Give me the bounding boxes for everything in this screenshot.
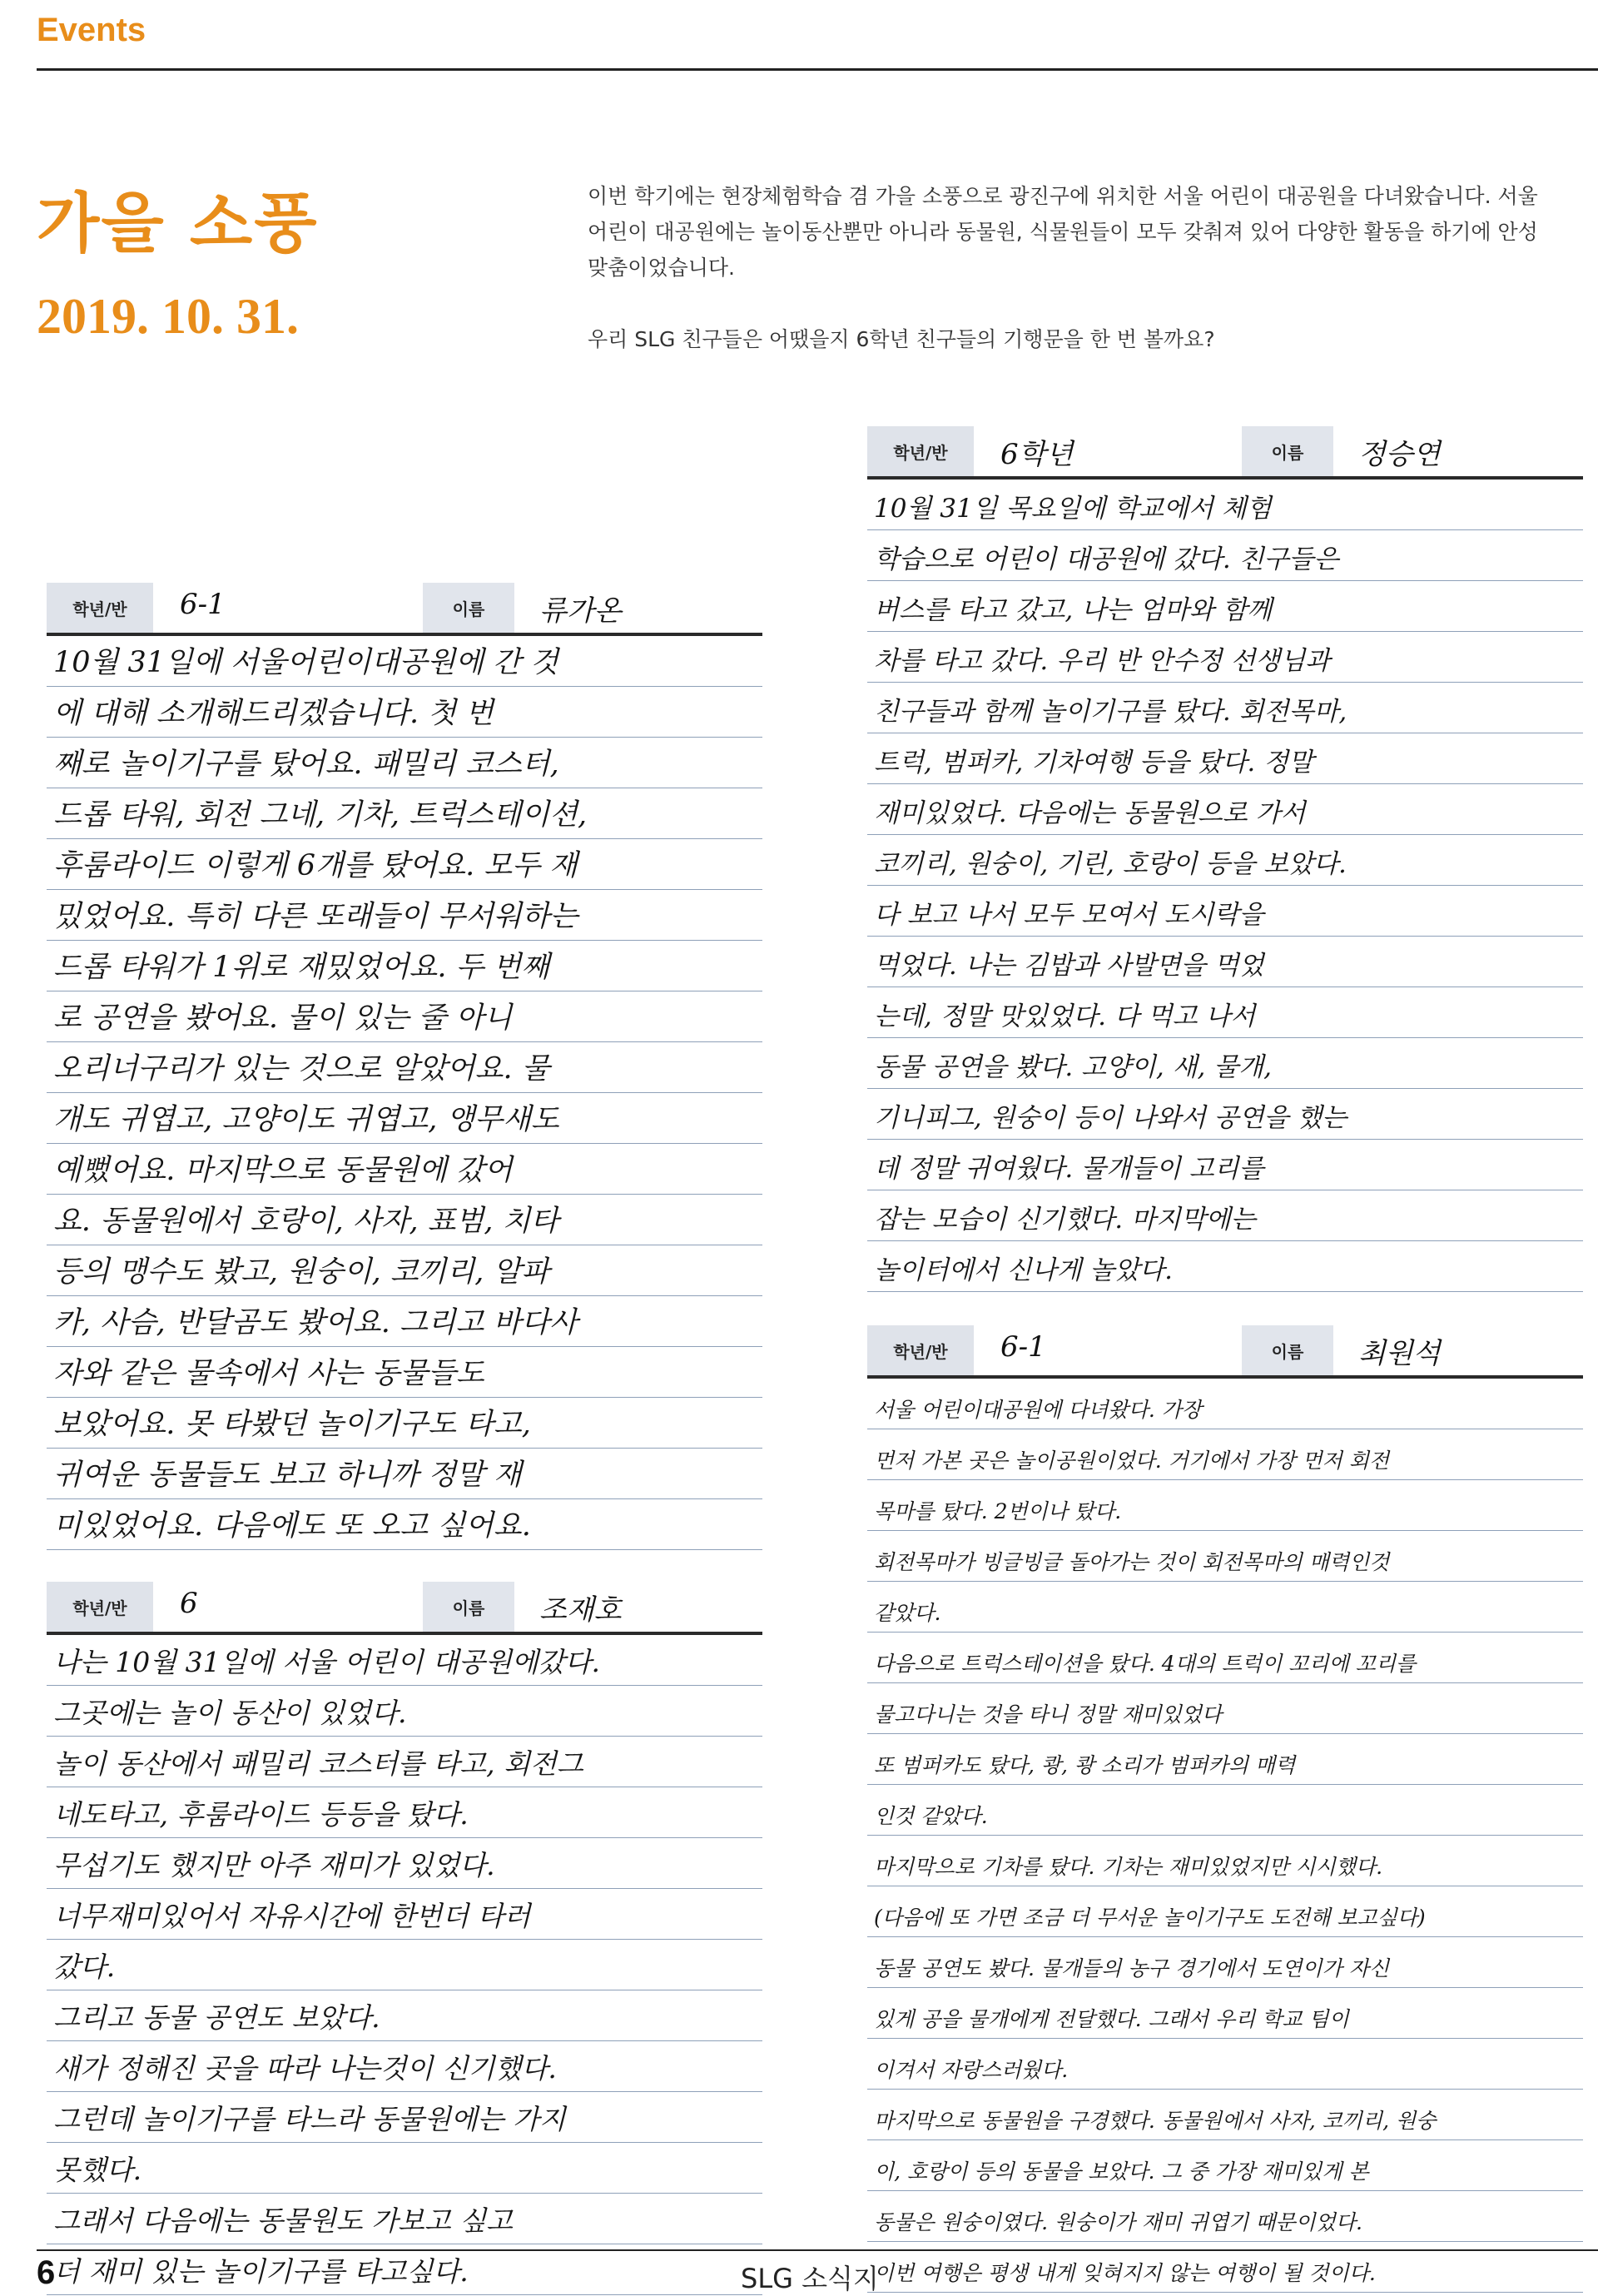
- handwritten-line: 물고다니는 것을 타니 정말 재미있었다: [867, 1683, 1583, 1734]
- handwritten-line: 못했다.: [47, 2143, 762, 2194]
- handwritten-line: 놀이 동산에서 패밀리 코스터를 타고, 회전그: [47, 1737, 762, 1787]
- handwritten-line: 다음으로 트럭스테이션을 탔다. 4대의 트럭이 꼬리에 꼬리를: [867, 1633, 1583, 1683]
- class-value: 6: [180, 1587, 198, 1620]
- essay-body: [47, 636, 762, 1543]
- handwritten-line: 새가 정해진 곳을 따라 나는것이 신기했다.: [47, 2041, 762, 2092]
- class-value: 6-1: [180, 588, 226, 621]
- handwritten-line: 등의 맹수도 봤고, 원숭이, 코끼리, 알파: [47, 1245, 762, 1296]
- handwritten-line: 이, 호랑이 등의 동물을 보았다. 그 중 가장 재미있게 본: [867, 2140, 1583, 2191]
- handwritten-line: 네도타고, 후룸라이드 등등을 탔다.: [47, 1787, 762, 1838]
- handwritten-line: 그런데 놀이기구를 타느라 동물원에는 가지: [47, 2092, 762, 2143]
- handwritten-line: 보았어요. 못 타봤던 놀이기구도 타고,: [47, 1398, 762, 1449]
- handwritten-line: 너무재미있어서 자유시간에 한번더 타러: [47, 1889, 762, 1940]
- handwritten-line: 동물 공연도 봤다. 물개들의 농구 경기에서 도연이가 자신: [867, 1937, 1583, 1988]
- handwritten-line: 목마를 탔다. 2번이나 탔다.: [867, 1480, 1583, 1531]
- handwritten-line: 기니피그, 원숭이 등이 나와서 공연을 했는: [867, 1089, 1583, 1140]
- handwritten-line: 나는 10월 31일에 서울 어린이 대공원에갔다.: [47, 1635, 762, 1686]
- handwritten-line: 학습으로 어린이 대공원에 갔다. 친구들은: [867, 530, 1583, 581]
- handwritten-line: 갔다.: [47, 1940, 762, 1990]
- name-value: 조재호: [539, 1593, 622, 1627]
- handwritten-line: 그래서 다음에는 동물원도 가보고 싶고: [47, 2194, 762, 2244]
- article-date: 2019. 10. 31.: [37, 289, 299, 344]
- header-divider: [37, 68, 1598, 71]
- class-label: 학년/반: [47, 1582, 153, 1632]
- essay-body: [867, 1379, 1583, 2285]
- name-value: 류가온: [539, 594, 622, 628]
- handwritten-line: 그곳에는 놀이 동산이 있었다.: [47, 1686, 762, 1737]
- handwritten-line: 동물 공연을 봤다. 고양이, 새, 물개,: [867, 1038, 1583, 1089]
- class-value: 6학년: [1000, 438, 1074, 471]
- handwritten-line: 10월 31일 목요일에 학교에서 체험: [867, 480, 1583, 530]
- handwritten-line: 인것 같았다.: [867, 1785, 1583, 1836]
- handwritten-line: 로 공연을 봤어요. 물이 있는 줄 아니: [47, 991, 762, 1042]
- article-intro: [588, 178, 1553, 393]
- handwritten-line: 에 대해 소개해드리겠습니다. 첫 번: [47, 687, 762, 738]
- handwritten-line: 오리너구리가 있는 것으로 알았어요. 물: [47, 1042, 762, 1093]
- handwritten-line: 동물은 원숭이였다. 원숭이가 재미 귀엽기 때문이었다.: [867, 2191, 1583, 2242]
- handwritten-line: 먼저 가본 곳은 놀이공원이었다. 거기에서 가장 먼저 회전: [867, 1429, 1583, 1480]
- handwritten-line: 귀여운 동물들도 보고 하니까 정말 재: [47, 1449, 762, 1499]
- handwritten-line: 마지막으로 동물원을 구경했다. 동물원에서 사자, 코끼리, 원숭: [867, 2090, 1583, 2140]
- publication-name: SLG 소식지: [741, 2263, 879, 2294]
- intro-paragraph: 우리 SLG 친구들은 어땠을지 6학년 친구들의 기행문을 한 번 볼까요?: [588, 327, 1215, 351]
- name-label: 이름: [1242, 426, 1333, 476]
- handwritten-line: 놀이터에서 신나게 놀았다.: [867, 1241, 1583, 1292]
- handwritten-line: 마지막으로 기차를 탔다. 기차는 재미있었지만 시시했다.: [867, 1836, 1583, 1886]
- section-tag: Events: [37, 12, 146, 48]
- handwritten-line: 드롭 타워가 1위로 재밌었어요. 두 번째: [47, 941, 762, 991]
- handwritten-line: 잡는 모습이 신기했다. 마지막에는: [867, 1190, 1583, 1241]
- essay-sheet: [867, 426, 1583, 1285]
- class-label: 학년/반: [867, 426, 974, 476]
- handwritten-line: 후룸라이드 이렇게 6개를 탔어요. 모두 재: [47, 839, 762, 890]
- handwritten-line: 회전목마가 빙글빙글 돌아가는 것이 회전목마의 매력인것: [867, 1531, 1583, 1582]
- handwritten-line: 예뻤어요. 마지막으로 동물원에 갔어: [47, 1144, 762, 1195]
- essay-sheet: [47, 1582, 762, 2288]
- class-value: 6-1: [1000, 1330, 1046, 1364]
- handwritten-line: 드롭 타워, 회전 그네, 기차, 트럭스테이션,: [47, 788, 762, 839]
- handwritten-line: 같았다.: [867, 1582, 1583, 1633]
- handwritten-line: 그리고 동물 공연도 보았다.: [47, 1990, 762, 2041]
- handwritten-line: 무섭기도 했지만 아주 재미가 있었다.: [47, 1838, 762, 1889]
- handwritten-line: 는데, 정말 맛있었다. 다 먹고 나서: [867, 987, 1583, 1038]
- handwritten-line: 미있었어요. 다음에도 또 오고 싶어요.: [47, 1499, 762, 1550]
- essay-header: [47, 1582, 762, 1635]
- essay-body: [47, 1635, 762, 2288]
- handwritten-line: 요. 동물원에서 호랑이, 사자, 표범, 치타: [47, 1195, 762, 1245]
- essay-sheet: [867, 1325, 1583, 2285]
- handwritten-line: 있게 공을 물개에게 전달했다. 그래서 우리 학교 팀이: [867, 1988, 1583, 2039]
- name-label: 이름: [423, 583, 514, 633]
- handwritten-line: 또 범퍼카도 탔다, 쾅, 쾅 소리가 범퍼카의 매력: [867, 1734, 1583, 1785]
- class-label: 학년/반: [47, 583, 153, 633]
- name-label: 이름: [423, 1582, 514, 1632]
- handwritten-line: 밌었어요. 특히 다른 또래들이 무서워하는: [47, 890, 762, 941]
- handwritten-line: 더 재미 있는 놀이기구를 타고싶다.: [47, 2244, 762, 2295]
- handwritten-line: 10월 31일에 서울어린이대공원에 간 것: [47, 636, 762, 687]
- name-label: 이름: [1242, 1325, 1333, 1375]
- article-title: 가을 소풍: [37, 186, 319, 261]
- handwritten-line: 먹었다. 나는 김밥과 사발면을 먹었: [867, 937, 1583, 987]
- essay-sheet: [47, 583, 762, 1543]
- handwritten-line: 차를 타고 갔다. 우리 반 안수정 선생님과: [867, 632, 1583, 683]
- handwritten-line: 트럭, 범퍼카, 기차여행 등을 탔다. 정말: [867, 733, 1583, 784]
- handwritten-line: 째로 놀이기구를 탔어요. 패밀리 코스터,: [47, 738, 762, 788]
- handwritten-line: 개도 귀엽고, 고양이도 귀엽고, 앵무새도: [47, 1093, 762, 1144]
- name-value: 최원석: [1358, 1337, 1441, 1370]
- handwritten-line: 자와 같은 물속에서 사는 동물들도: [47, 1347, 762, 1398]
- essay-body: [867, 480, 1583, 1285]
- handwritten-line: 재미있었다. 다음에는 동물원으로 가서: [867, 784, 1583, 835]
- essay-header: [867, 426, 1583, 480]
- handwritten-line: 데 정말 귀여웠다. 물개들이 고리를: [867, 1140, 1583, 1190]
- footer-divider: [37, 2249, 1598, 2251]
- handwritten-line: 서울 어린이대공원에 다녀왔다. 가장: [867, 1379, 1583, 1429]
- handwritten-line: 이번 여행은 평생 내게 잊혀지지 않는 여행이 될 것이다.: [867, 2242, 1583, 2293]
- intro-paragraph: 이번 학기에는 현장체험학습 겸 가을 소풍으로 광진구에 위치한 서울 어린이 대공원을 다녀왔습니다. 서울 어린이 대공원에는 놀이동산뿐만 아니라 동물원, 식물원들이 모두 갖춰져 있어 다양한 활동을 하기에 안성맞춤이었습니다.: [588, 184, 1538, 280]
- handwritten-line: 이겨서 자랑스러웠다.: [867, 2039, 1583, 2090]
- name-value: 정승연: [1358, 438, 1441, 471]
- handwritten-line: 코끼리, 원숭이, 기린, 호랑이 등을 보았다.: [867, 835, 1583, 886]
- handwritten-line: 친구들과 함께 놀이기구를 탔다. 회전목마,: [867, 683, 1583, 733]
- handwritten-line: 카, 사슴, 반달곰도 봤어요. 그리고 바다사: [47, 1296, 762, 1347]
- class-label: 학년/반: [867, 1325, 974, 1375]
- essay-header: [47, 583, 762, 636]
- handwritten-line: 다 보고 나서 모두 모여서 도시락을: [867, 886, 1583, 937]
- essay-header: [867, 1325, 1583, 1379]
- handwritten-line: (다음에 또 가면 조금 더 무서운 놀이기구도 도전해 보고싶다): [867, 1886, 1583, 1937]
- handwritten-line: 버스를 타고 갔고, 나는 엄마와 함께: [867, 581, 1583, 632]
- page-number: 6: [37, 2254, 56, 2291]
